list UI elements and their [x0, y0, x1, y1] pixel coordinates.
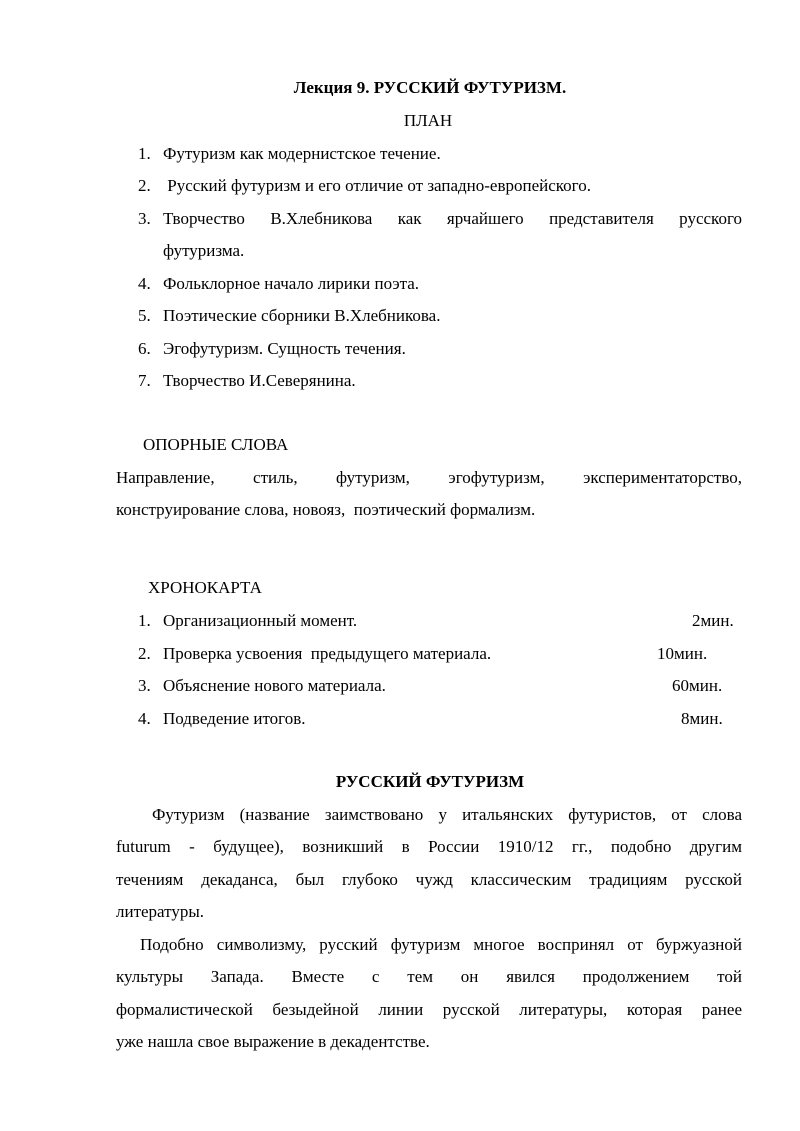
list-item-number: 3. [138, 209, 151, 228]
keywords-heading: ОПОРНЫЕ СЛОВА [143, 435, 289, 454]
list-item-number: 5. [138, 306, 151, 325]
list-item-text: Футуризм как модернистское течение. [163, 144, 441, 163]
lecture-title: Лекция 9. РУССКИЙ ФУТУРИЗМ. [293, 78, 567, 97]
list-item-text: Творчество И.Северянина. [163, 371, 356, 390]
plan-heading: ПЛАН [403, 111, 453, 130]
paragraph-line: Футуризм (название заимствовано у итальянских футуристов, от слова [152, 805, 742, 824]
list-item-text-continued: футуризма. [163, 241, 245, 260]
list-item-text: Поэтические сборники В.Хлебникова. [163, 306, 441, 325]
list-item-number: 3. [138, 676, 151, 695]
paragraph-line: течениям декаданса, был глубоко чужд классическим традициям русской [116, 870, 742, 889]
paragraph-line: литературы. [116, 902, 205, 921]
chronocard-duration: 2мин. [692, 611, 734, 630]
chronocard-heading: ХРОНОКАРТА [148, 578, 262, 597]
list-item-number: 2. [138, 176, 151, 195]
list-item-number: 2. [138, 644, 151, 663]
chronocard-label: Организационный момент. [163, 611, 358, 630]
list-item-text: Творчество В.Хлебникова как ярчайшего представителя русского [163, 209, 742, 228]
chronocard-label: Проверка усвоения предыдущего материала. [163, 644, 492, 663]
paragraph-line: формалистической безыдейной линии русской литературы, которая ранее [116, 1000, 742, 1019]
list-item-text: Эгофутуризм. Сущность течения. [163, 339, 406, 358]
keywords-text-line: Направление, стиль, футуризм, эгофутуризм, экспериментаторство, [116, 468, 742, 487]
chronocard-label: Подведение итогов. [163, 709, 306, 728]
list-item-number: 4. [138, 709, 151, 728]
chronocard-duration: 8мин. [681, 709, 723, 728]
list-item-text: Фольклорное начало лирики поэта. [163, 274, 420, 293]
list-item-number: 6. [138, 339, 151, 358]
chronocard-duration: 60мин. [672, 676, 723, 695]
list-item-number: 1. [138, 144, 151, 163]
paragraph-line: futurum - будущее), возникший в России 1910/12 гг., подобно другим [116, 837, 742, 856]
paragraph-line: уже нашла свое выражение в декадентстве. [116, 1032, 430, 1051]
keywords-text-line: конструирование слова, новояз, поэтический формализм. [116, 500, 536, 519]
list-item-text: Русский футуризм и его отличие от западно-европейского. [163, 176, 591, 195]
list-item-number: 1. [138, 611, 151, 630]
paragraph-line: культуры Запада. Вместе с тем он явился продолжением той [116, 967, 742, 986]
list-item-number: 7. [138, 371, 151, 390]
chronocard-label: Объяснение нового материала. [163, 676, 386, 695]
section-heading: РУССКИЙ ФУТУРИЗМ [335, 772, 525, 791]
chronocard-duration: 10мин. [657, 644, 708, 663]
list-item-number: 4. [138, 274, 151, 293]
paragraph-line: Подобно символизму, русский футуризм многое воспринял от буржуазной [140, 935, 742, 954]
